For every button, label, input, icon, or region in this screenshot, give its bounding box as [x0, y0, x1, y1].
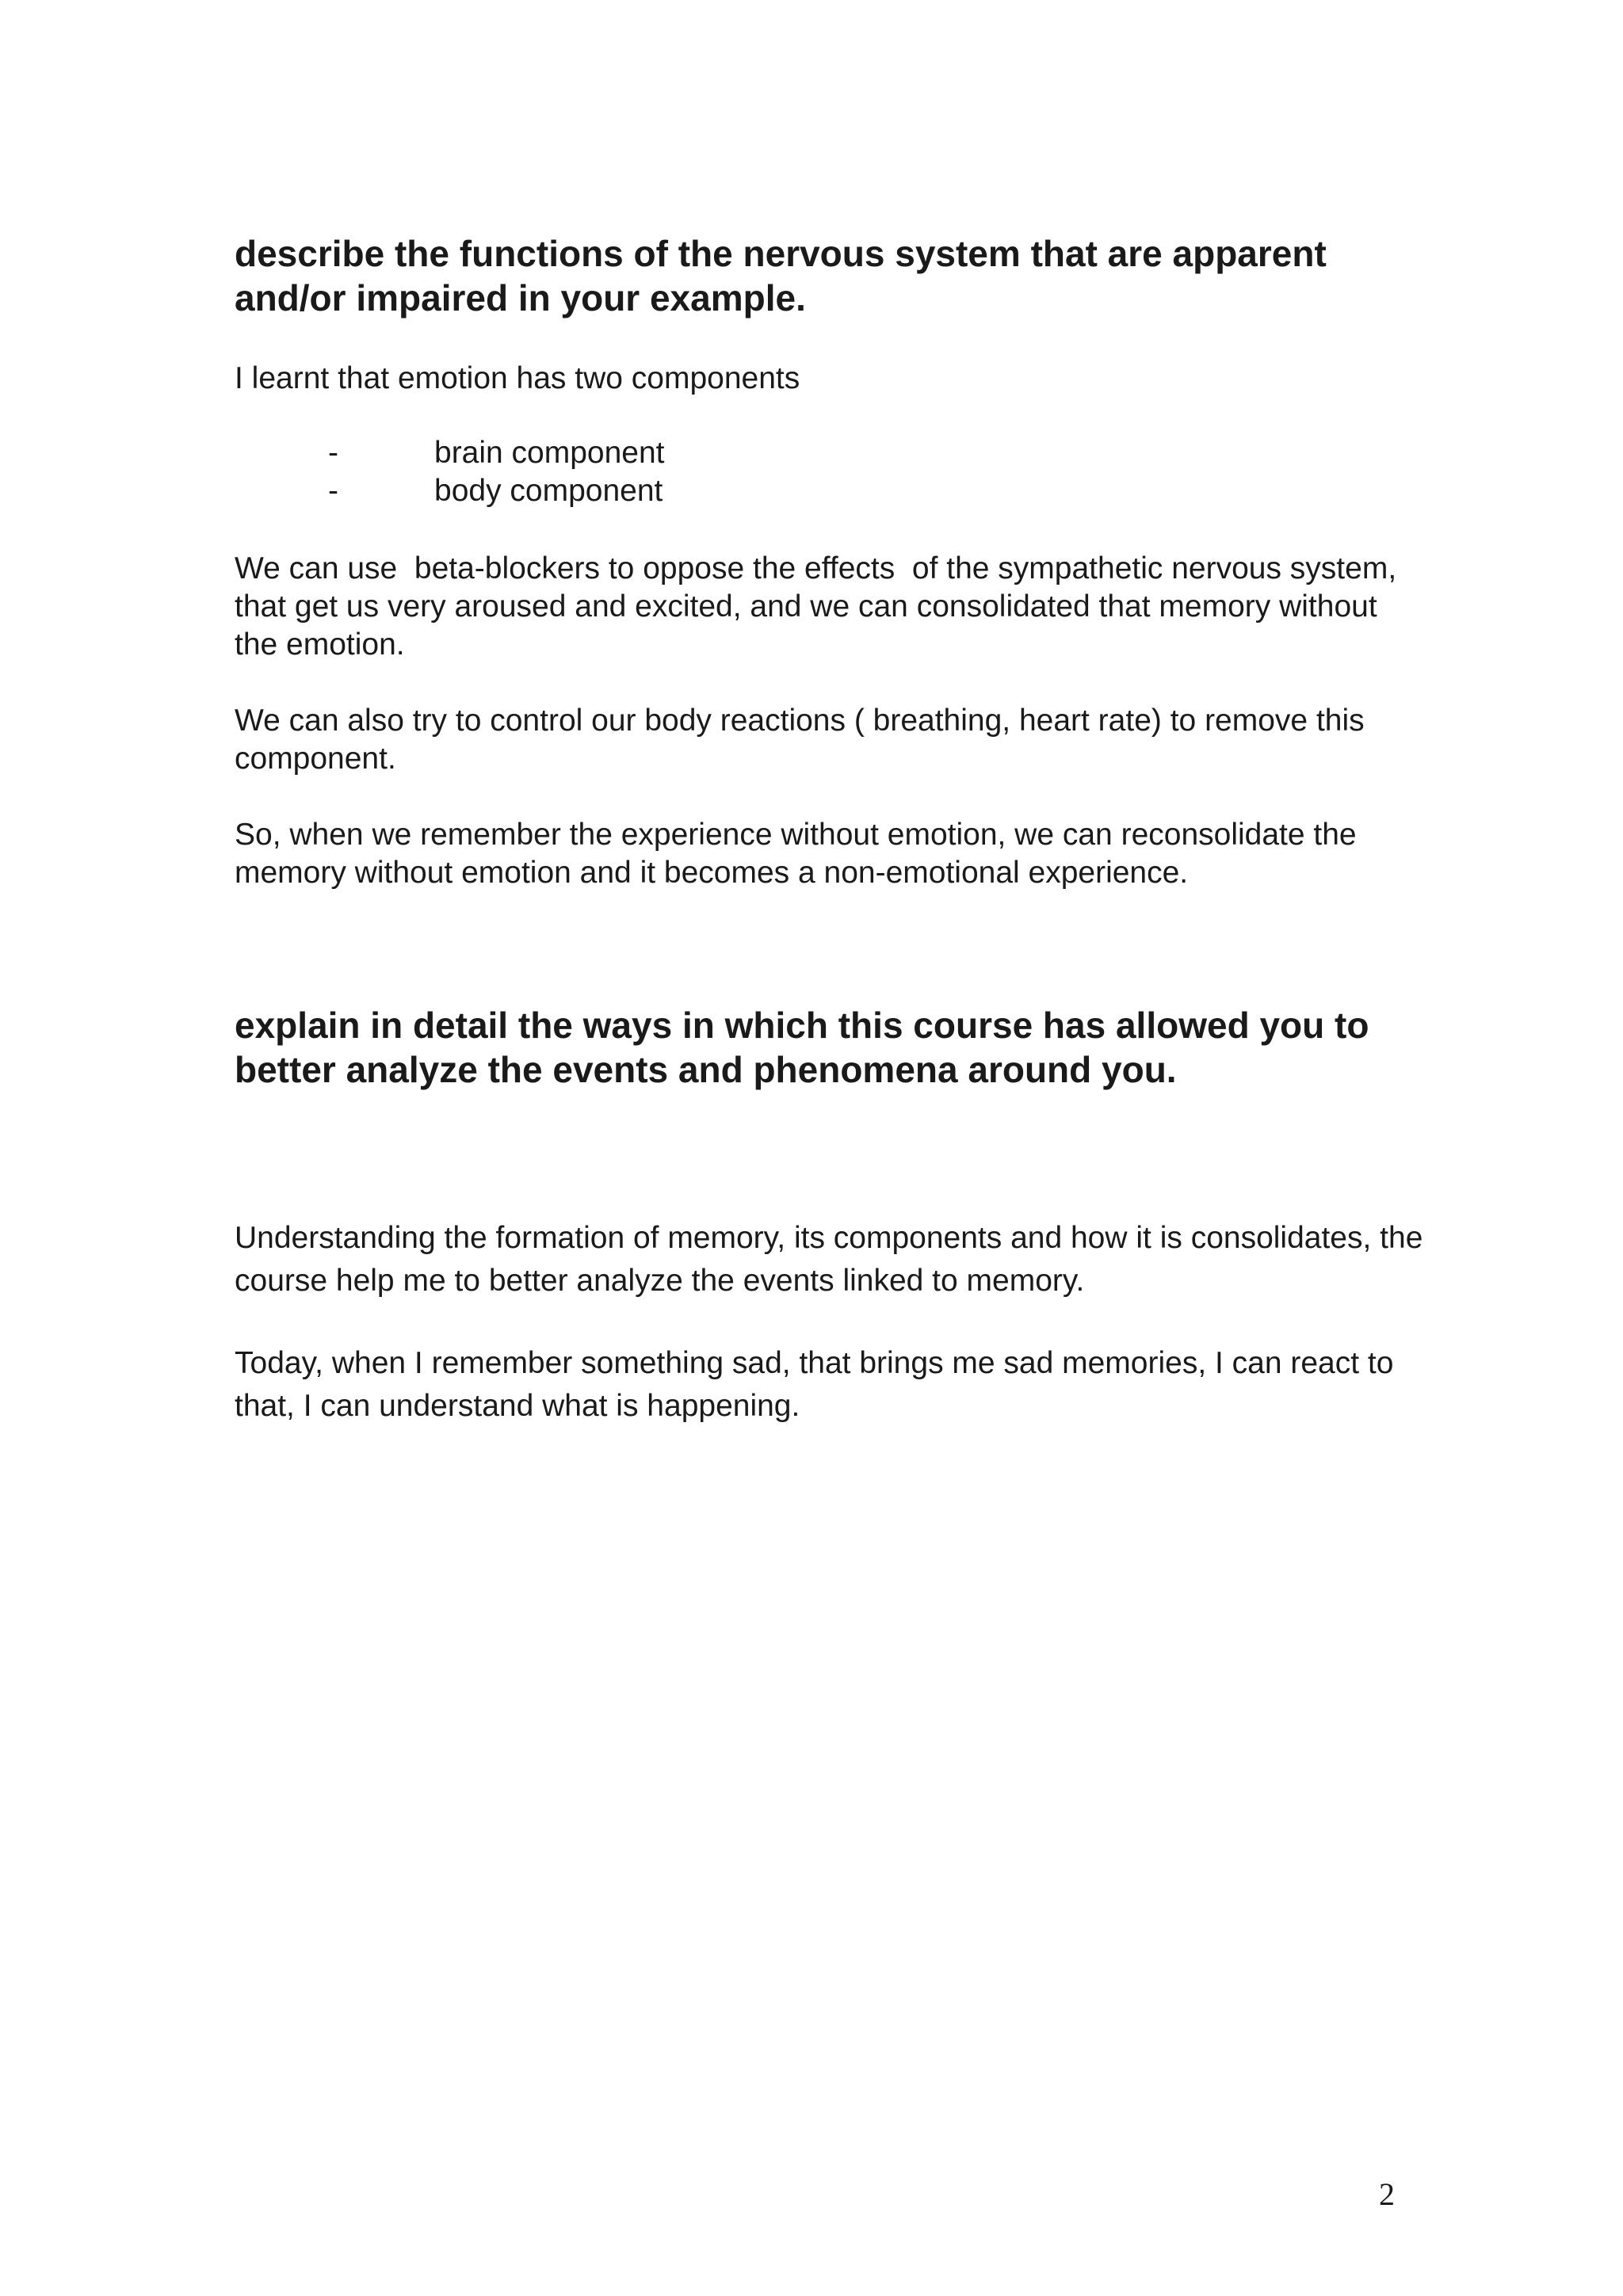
- list-item-text: body component: [434, 474, 663, 508]
- list-item-text: brain component: [434, 436, 665, 470]
- body-reactions-paragraph: We can also try to control our body reactions ( breathing, heart rate) to remove this component.: [235, 704, 1365, 776]
- memory-formation-paragraph: Understanding the formation of memory, its components and how it is consolidates, the course help me to better analyze the events linked to memory.: [235, 1221, 1423, 1298]
- beta-blockers-paragraph: We can use beta-blockers to oppose the effects of the sympathetic nervous system, that get us very aroused and excited, and we can consolidated that memory without the emotion.: [235, 551, 1405, 662]
- page-number: 2: [1379, 2176, 1395, 2212]
- section-1-heading: describe the functions of the nervous system that are apparent and/or impaired in your example.: [235, 233, 1327, 318]
- section-2-heading: explain in detail the ways in which this course has allowed you to better analyze the events and phenomena around you.: [235, 1005, 1369, 1090]
- bullet-dash: -: [328, 436, 338, 470]
- reconsolidate-paragraph: So, when we remember the experience without emotion, we can reconsolidate the memory without emotion and it becomes a non-emotional experience.: [235, 818, 1357, 890]
- section-1-intro: I learnt that emotion has two components: [235, 361, 800, 395]
- sad-memories-paragraph: Today, when I remember something sad, that brings me sad memories, I can react to that, I can understand what is happening.: [235, 1346, 1394, 1423]
- bullet-dash: -: [328, 474, 338, 508]
